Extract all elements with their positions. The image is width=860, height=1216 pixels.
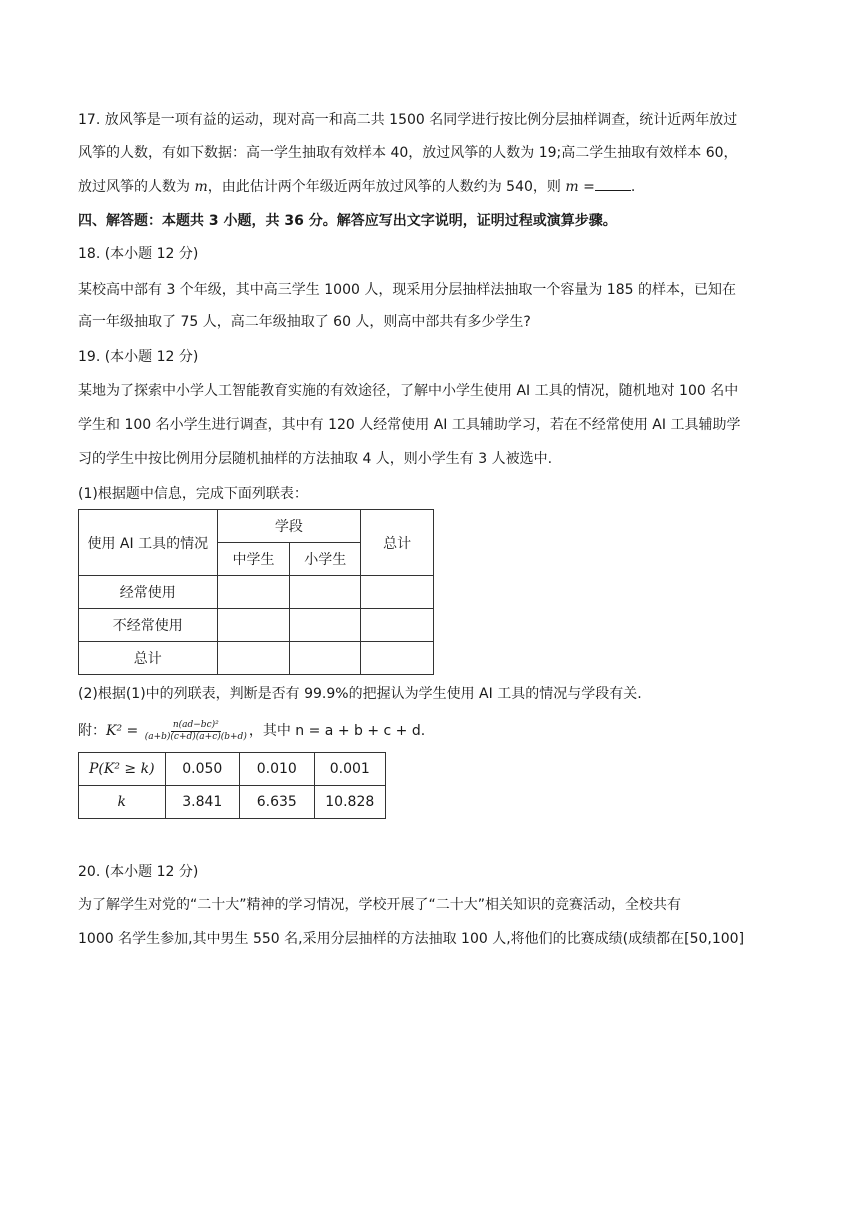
critical-value-table [78, 752, 386, 819]
formula-numerator: n(ad−bc)² [172, 719, 219, 730]
q17-line-1: 17. 放风筝是一项有益的运动，现对高一和高二共 1500 名同学进行按比例分层抽样调查，统计近两年放过 [78, 112, 738, 128]
table1-total-header: 总计 [361, 510, 434, 576]
table1-cell [290, 576, 361, 609]
table2-k-value: 10.828 [314, 786, 385, 819]
q17-line-3-text-b: ，由此估计两个年级近两年放过风筝的人数约为 540，则 [207, 179, 566, 195]
table1-cell [361, 642, 434, 675]
table2-k-value: 3.841 [165, 786, 239, 819]
table1-col-middle-school: 中学生 [217, 543, 290, 576]
q17-line-3-text-a: 放过风筝的人数为 [78, 179, 195, 195]
answer-blank [595, 176, 631, 191]
q18-header: 18. (本小题 12 分) [78, 246, 199, 262]
q19-line-3: 习的学生中按比例用分层随机抽样的方法抽取 4 人，则小学生有 3 人被选中. [78, 451, 553, 467]
appendix-formula [78, 718, 425, 744]
table1-group-header: 学段 [217, 510, 361, 543]
formula-fraction [143, 720, 249, 743]
q19-header: 19. (本小题 12 分) [78, 349, 199, 365]
q18-line-2: 高一年级抽取了 75 人，高二年级抽取了 60 人，则高中部共有多少学生? [78, 314, 531, 330]
q17-line-3 [78, 176, 635, 197]
formula-lhs: K² = [106, 723, 139, 739]
appendix-label: 附： [78, 723, 106, 739]
q17-variable-m: m [194, 179, 208, 195]
q17-line-3-text-c: = [578, 179, 595, 195]
table1-row-label: 经常使用 [79, 576, 218, 609]
table2-p-value: 0.001 [314, 753, 385, 786]
table2-k-label: k [79, 786, 166, 819]
table1-row-label: 不经常使用 [79, 609, 218, 642]
table1-cell [217, 576, 290, 609]
table1-cell [217, 609, 290, 642]
formula-denominator: (a+b)(c+d)(a+c)(b+d) [144, 731, 247, 742]
q20-line-2: 1000 名学生参加,其中男生 550 名,采用分层抽样的方法抽取 100 人,将他们的比赛成绩(成绩都在[50,100] [78, 931, 745, 947]
table2-k-value: 6.635 [240, 786, 314, 819]
table1-cell [290, 609, 361, 642]
table1-cell [361, 609, 434, 642]
q18-line-1: 某校高中部有 3 个年级，其中高三学生 1000 人，现采用分层抽样法抽取一个容量为 185 的样本，已知在 [78, 282, 736, 298]
table2-p-value: 0.050 [165, 753, 239, 786]
q19-line-2: 学生和 100 名小学生进行调查，其中有 120 人经常使用 AI 工具辅助学习，若在不经常使用 AI 工具辅助学 [78, 417, 741, 433]
table1-cell [217, 642, 290, 675]
table1-cell [361, 576, 434, 609]
formula-tail: ，其中 n = a + b + c + d. [248, 723, 426, 739]
q20-line-1: 为了解学生对党的“二十大”精神的学习情况，学校开展了“二十大”相关知识的竞赛活动，全校共有 [78, 897, 682, 913]
table2-p-label: P(K² ≥ k) [79, 753, 166, 786]
q20-header: 20. (本小题 12 分) [78, 864, 199, 880]
table1-cell [290, 642, 361, 675]
table1-row-label: 总计 [79, 642, 218, 675]
table2-p-value: 0.010 [240, 753, 314, 786]
q19-part-2: (2)根据(1)中的列联表，判断是否有 99.9%的把握认为学生使用 AI 工具的情况与学段有关. [78, 686, 642, 702]
section-4-heading: 四、解答题：本题共 3 小题，共 36 分。解答应写出文字说明，证明过程或演算步骤。 [78, 213, 617, 229]
q19-part-1: (1)根据题中信息，完成下面列联表： [78, 486, 308, 502]
table1-col-primary-school: 小学生 [290, 543, 361, 576]
contingency-table [78, 509, 434, 675]
q19-line-1: 某地为了探索中小学人工智能教育实施的有效途径，了解中小学生使用 AI 工具的情况，随机地对 100 名中 [78, 383, 739, 399]
q17-line-3-end: . [630, 179, 636, 195]
q17-variable-m-2: m [565, 179, 579, 195]
q17-line-2: 风筝的人数，有如下数据：高一学生抽取有效样本 40，放过风筝的人数为 19;高二学生抽取有效样本 60， [78, 145, 738, 161]
table1-row-header: 使用 AI 工具的情况 [79, 510, 218, 576]
